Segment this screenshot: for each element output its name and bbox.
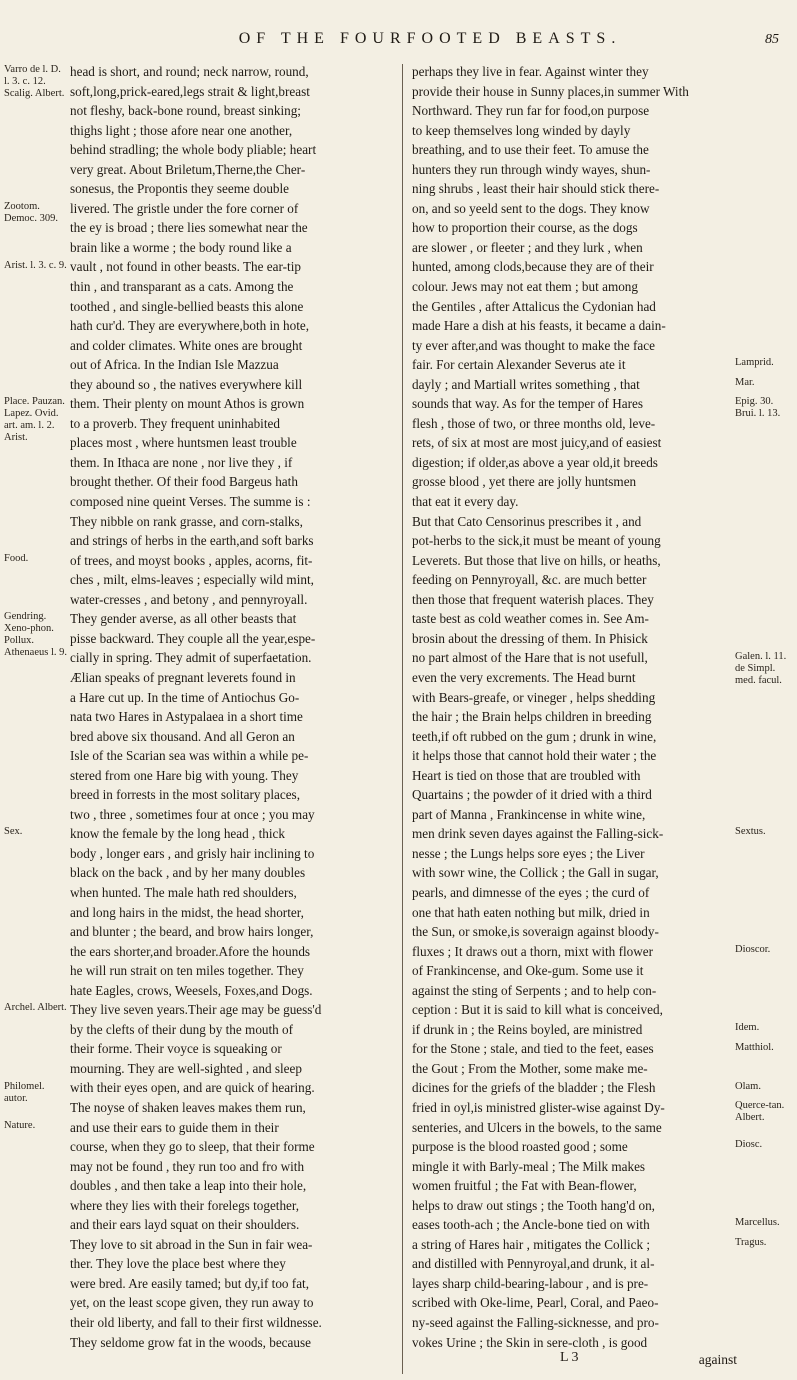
text-line: livered. The gristle under the fore corner of	[70, 200, 299, 216]
text-line: very great. About Briletum,Therne,the Cher-	[70, 161, 306, 177]
text-line: They gender averse, as all other beasts that	[70, 611, 297, 627]
right-text-column	[412, 62, 730, 1352]
catchword: against	[698, 1352, 737, 1367]
text-line: places most , where huntsmen least trouble	[70, 435, 297, 451]
margin-note: Nature.	[4, 1119, 36, 1131]
margin-note: Tragus.	[735, 1237, 767, 1248]
text-line: They live seven years.Their age may be guess'd	[70, 1002, 322, 1018]
text-line: where they lies with their forelegs together,	[70, 1197, 300, 1213]
text-line: a Hare cut up. In the time of Antiochus Go-	[70, 689, 300, 705]
text-line: ning shrubs , least their hair should stick there-	[412, 181, 660, 197]
margin-note: Idem.	[735, 1021, 760, 1033]
margin-note: Mar.	[735, 376, 755, 388]
text-line: not fleshy, back-bone round, breast sinking;	[70, 103, 301, 119]
text-line: They love to sit abroad in the Sun in fair wea-	[70, 1236, 313, 1252]
text-line: their old liberty, and fall to their first wildnesse.	[70, 1315, 322, 1330]
text-line: water-cresses , and betony , and pennyroyall.	[70, 591, 308, 607]
text-line: vault , not found in other beasts. The ear-tip	[70, 259, 301, 275]
text-line: nesse ; the Lungs helps sore eyes ; the Liver	[412, 845, 645, 861]
text-line: ny-seed against the Falling-sicknesse, and pro-	[412, 1315, 659, 1330]
text-line: for the Stone ; stale, and tied to the feet, eases	[412, 1041, 654, 1057]
page-number: 85	[765, 32, 779, 47]
margin-note: Querce-tan. Albert.	[735, 1100, 785, 1124]
text-line: the ey is broad ; there lies somewhat near the	[70, 220, 308, 236]
text-line: bred above six thousand. And all Geron an	[70, 728, 295, 744]
text-line: women fruitful ; the Fat with Bean-flower,	[412, 1178, 637, 1194]
text-line: toothed , and single-bellied beasts this alone	[70, 298, 304, 314]
text-line: feeding on Pennyroyall, &c. are much better	[412, 572, 647, 588]
margin-note: Marcellus.	[735, 1217, 780, 1229]
text-line: hate Eagles, crows, Weesels, Foxes,and Dogs.	[70, 982, 313, 998]
text-line: body , longer ears , and grisly hair inclining to	[70, 845, 315, 861]
text-line: may not be found , they run too and fro with	[70, 1158, 305, 1174]
text-line: black on the back , and by her many doubles	[70, 865, 306, 881]
text-line: it helps those that cannot hold their water ; the	[412, 748, 657, 764]
text-line: by the clefts of their dung by the mouth of	[70, 1021, 294, 1037]
text-line: vokes Urine ; the Skin in sere-cloth , is good	[412, 1334, 648, 1350]
text-line: stered from one Hare big with young. They	[70, 767, 299, 783]
text-line: sounds that way. As for the temper of Hares	[412, 396, 643, 412]
text-line: They seldome grow fat in the woods, because	[70, 1334, 311, 1350]
text-line: They nibble on rank grasse, and corn-stalks,	[70, 513, 303, 529]
text-line: how to proportion their course, as the dogs	[412, 220, 638, 236]
text-line: brought thether. Of their food Bargeus hath	[70, 474, 298, 490]
text-line: two , three , sometimes four at once ; you may	[70, 806, 315, 822]
text-line: them. Their plenty on mount Athos is grown	[70, 396, 305, 412]
text-line: to keep themselves long winded by dayly	[412, 122, 631, 138]
text-line: sonesus, the Propontis they seeme double	[70, 181, 290, 197]
text-line: he will run strait on ten miles together. They	[70, 963, 304, 979]
text-line: against the sting of Serpents ; and to help con-	[412, 982, 657, 998]
margin-note: Dioscor.	[735, 943, 771, 955]
text-line: thighs light ; those afore near one another,	[70, 122, 293, 138]
text-line: ches , milt, elms-leaves ; especially wild mint,	[70, 572, 314, 588]
text-line: Quartains ; the powder of it dried with a third	[412, 787, 652, 803]
text-line: and strings of herbs in the earth,and soft barks	[70, 533, 314, 549]
text-line: ther. They love the place best where they	[70, 1256, 286, 1272]
text-line: pearls, and dimnesse of the eyes ; the curd of	[412, 884, 650, 900]
text-line: But that Cato Censorinus prescribes it , and	[412, 513, 642, 529]
text-line: dicines for the griefs of the bladder ; the Flesh	[412, 1080, 656, 1096]
text-line: mingle it with Barly-meal ; The Milk makes	[412, 1158, 646, 1174]
text-line: layes sharp child-bearing-labour , and is pre-	[412, 1275, 649, 1291]
text-line: and blunter ; the beard, and brow hairs longer,	[70, 924, 314, 940]
text-line: and distilled with Pennyroyal,and drunk, it al-	[412, 1256, 655, 1272]
text-line: if drunk in ; the Reins boyled, are ministred	[412, 1021, 643, 1037]
text-line: made Hare a dish at his feasts, it became a dain-	[412, 318, 666, 334]
text-line: Northward. They run far for food,on purpose	[412, 103, 650, 119]
text-line: with Bears-greafe, or vineger , helps shedding	[412, 689, 656, 705]
text-line: teeth,if oft rubbed on the gum ; drunk in wine,	[412, 728, 657, 744]
text-line: rets, of six at most are most juicy,and of easiest	[412, 435, 662, 451]
text-line: the Gout ; From the Mother, some make me-	[412, 1060, 648, 1076]
text-line: thin , and transparant as a cats. Among the	[70, 279, 294, 295]
text-line: one that hath eaten nothing but milk, dried in	[412, 904, 650, 920]
text-line: taste best as cold weather comes in. See Am-	[412, 611, 649, 627]
text-line: with sowr wine, the Collick ; the Gall in sugar,	[412, 865, 659, 881]
text-line: doubles , and then take a leap into their hole,	[70, 1178, 307, 1194]
text-line: men drink seven dayes against the Falling-sick-	[412, 826, 664, 842]
margin-note: Zootom. Democ. 309.	[4, 200, 58, 224]
text-line: were bred. Are easily tamed; but dy,if too fat,	[70, 1275, 310, 1291]
text-line: The noyse of shaken leaves makes them run,	[70, 1099, 306, 1115]
column-rule	[402, 64, 403, 1374]
margin-note: Sextus.	[735, 826, 766, 838]
text-line: a string of Hares hair , mitigates the Collick ;	[412, 1236, 651, 1252]
text-line: yet, on the least scope given, they run away to	[70, 1295, 314, 1311]
text-line: of Frankincense, and Oke-gum. Some use it	[412, 963, 644, 979]
left-text-column	[70, 62, 392, 1352]
text-line: even the very excrements. The Head burnt	[412, 669, 636, 685]
text-line: and long hairs in the midst, the head shorter,	[70, 904, 304, 920]
text-line: grosse blood , yet there are jolly huntsmen	[412, 474, 637, 490]
text-line: perhaps they live in fear. Against winter they	[412, 64, 649, 79]
margin-note: Gendring. Xeno-phon. Pollux. Athenaeus l. 9.	[4, 611, 67, 659]
margin-note: Galen. l. 11. de Simpl. med. facul.	[735, 650, 787, 686]
text-line: mourning. They are well-sighted , and sleep	[70, 1060, 302, 1076]
margin-note: Epig. 30. Brui. l. 13.	[735, 396, 781, 420]
text-line: hunted, among clods,because they are of their	[412, 259, 654, 275]
text-line: their forme. Their voyce is squeaking or	[70, 1041, 282, 1057]
text-line: breed in forrests in the most solitary places,	[70, 787, 300, 803]
margin-note: Diosc.	[735, 1139, 763, 1151]
text-line: eases tooth-ach ; the Ancle-bone tied on with	[412, 1217, 650, 1233]
margin-note: Place. Pauzan. Lapez. Ovid. art. am. l. 2. Arist.	[4, 396, 65, 444]
margin-note: Lamprid.	[735, 357, 774, 369]
text-line: the ears shorter,and broader.Afore the hounds	[70, 943, 311, 959]
margin-note: Matthiol.	[735, 1041, 774, 1053]
text-line: cially in spring. They admit of superfaetation.	[70, 650, 312, 666]
text-line: fluxes ; It draws out a thorn, mixt with flower	[412, 943, 653, 959]
margin-note: Varro de l. D. l. 3. c. 12. Scalig. Albert.	[4, 64, 65, 99]
text-line: that eat it every day.	[412, 494, 519, 510]
text-line: hath cur'd. They are everywhere,both in hote,	[70, 318, 310, 334]
text-line: the hair ; the Brain helps children in breeding	[412, 709, 652, 725]
text-line: brosin about the dressing of them. In Phisick	[412, 630, 648, 646]
text-line: and their ears layd squat on their shoulders.	[70, 1217, 300, 1233]
margin-note: Philomel. autor.	[4, 1080, 45, 1104]
text-line: senteries, and Ulcers in the bowels, to the same	[412, 1119, 662, 1135]
text-line: know the female by the long head , thick	[70, 826, 285, 842]
text-line: out of Africa. In the Indian Isle Mazzua	[70, 357, 279, 373]
text-line: on, and so yeeld sent to the dogs. They know	[412, 200, 650, 216]
text-line: and colder climates. White ones are brought	[70, 337, 303, 353]
text-line: ception : But it is said to kill what is conceived,	[412, 1002, 663, 1018]
margin-note: Arist. l. 3. c. 9.	[4, 259, 67, 271]
text-line: course, when they go to sleep, that their forme	[70, 1139, 315, 1155]
text-line: pisse backward. They couple all the year,espe-	[70, 630, 316, 646]
margin-note: Sex.	[4, 826, 23, 838]
text-line: scribed with Oke-lime, Pearl, Coral, and Paeo-	[412, 1295, 659, 1311]
text-line: brain like a worme ; the body round like a	[70, 239, 292, 255]
running-title: OF THE FOURFOOTED BEASTS.	[238, 30, 622, 47]
text-line: Leverets. But those that live on hills, or heaths,	[412, 552, 661, 568]
text-line: them. In Ithaca are none , nor live they , if	[70, 454, 293, 470]
text-line: of trees, and moyst books , apples, acorns, fit-	[70, 552, 313, 568]
text-line: fried in oyl,is ministred glister-wise against Dy-	[412, 1099, 665, 1115]
text-line: helps to draw out stings ; the Tooth hang'd on,	[412, 1197, 655, 1213]
text-line: no part almost of the Hare that is not usefull,	[412, 650, 648, 666]
text-line: colour. Jews may not eat them ; but among	[412, 279, 638, 295]
text-line: Isle of the Scarian sea was within a while pe-	[70, 748, 309, 764]
text-line: digestion; if older,as above a year old,it breeds	[412, 454, 658, 470]
text-line: with their eyes open, and are quick of hearing.	[70, 1080, 315, 1096]
text-line: the Gentiles , after Attalicus the Cydonian had	[412, 298, 656, 314]
text-line: Heart is tied on those that are troubled with	[412, 767, 641, 783]
signature-mark: L 3	[560, 1350, 579, 1365]
text-line: part of Manna , Frankincense in white wine,	[412, 806, 646, 822]
text-line: composed nine queint Verses. The summe is :	[70, 494, 311, 510]
text-line: and use their ears to guide them in their	[70, 1119, 279, 1135]
text-line: fair. For certain Alexander Severus ate it	[412, 357, 626, 373]
text-line: are slower , or fleeter ; and they lurk , when	[412, 239, 643, 255]
text-line: behind stradling; the whole body pliable; heart	[70, 142, 317, 158]
text-line: provide their house in Sunny places,in summer With	[412, 83, 689, 99]
text-line: the Sun, or smoke,is soveraign against bloody-	[412, 924, 659, 940]
margin-note: Food.	[4, 552, 29, 564]
margin-note: Olam.	[735, 1080, 761, 1092]
text-line: nata two Hares in Astypalaea in a short time	[70, 709, 303, 725]
text-line: flesh , those of two, or three months old, leve-	[412, 415, 656, 431]
text-line: pot-herbs to the sick,it must be meant of young	[412, 533, 661, 549]
text-line: ty ever after,and was thought to make the face	[412, 337, 655, 353]
text-line: head is short, and round; neck narrow, round,	[70, 64, 309, 79]
text-line: then those that frequent waterish places. They	[412, 591, 654, 607]
text-line: soft,long,prick-eared,legs strait & light,breast	[70, 83, 310, 99]
text-line: Ælian speaks of pregnant leverets found in	[70, 669, 296, 685]
text-line: they abound so , the natives everywhere kill	[70, 376, 303, 392]
text-line: purpose is the blood roasted good ; some	[412, 1139, 628, 1155]
text-line: to a proverb. They frequent uninhabited	[70, 415, 280, 431]
text-line: breathing, and to use their feet. To amuse the	[412, 142, 649, 158]
text-line: hunters they run through windy wayes, shun-	[412, 161, 651, 177]
text-line: when hunted. The male hath red shoulders,	[70, 884, 297, 900]
text-line: dayly ; and Martiall writes something , that	[412, 376, 640, 392]
margin-note: Archel. Albert.	[4, 1002, 67, 1014]
